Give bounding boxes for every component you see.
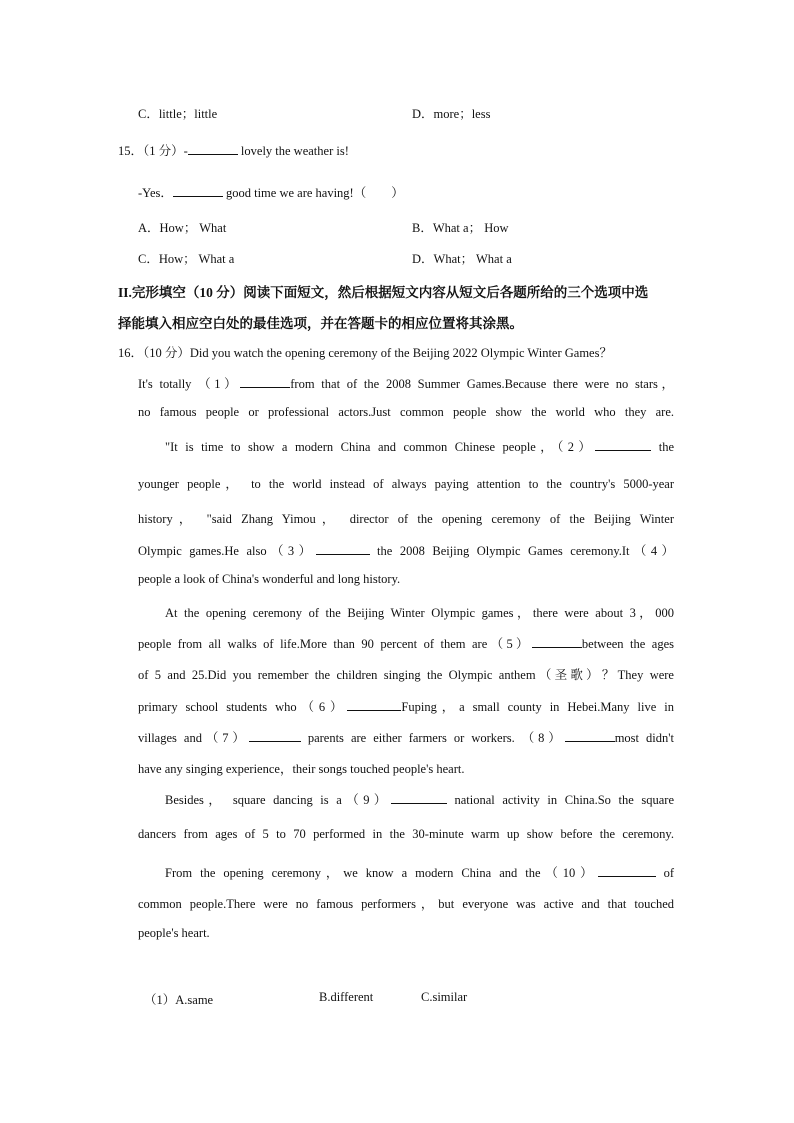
p5-line2: common people.There were no famous performers，but everyone was active and that touched [138, 897, 674, 911]
section-heading-line1: II.完形填空（10 分）阅读下面短文，然后根据短文内容从短文后各题所给的三个选项中选 [118, 285, 649, 300]
q16-1-option-b: B.different [319, 990, 374, 1004]
q16-line1: 16．（10 分）Did you watch the opening ceremony of the Beijing 2022 Olympic Winter Games？ [118, 346, 612, 360]
q16-text: parents are either farmers or workers. （8） [300, 731, 565, 745]
p2-line1 [165, 437, 674, 455]
answer-blank [532, 636, 582, 648]
answer-blank [347, 699, 401, 711]
q16-text: from that of the 2008 Summer Games.Because there were no stars， [290, 377, 674, 391]
q16-text: of [655, 866, 675, 880]
q16-line2 [138, 374, 674, 392]
q16-text: Olympic games.He also（3） [138, 544, 316, 558]
p3-line4 [138, 697, 674, 715]
q16-text: between the ages [581, 637, 674, 651]
q15-option-b: B．What a； How [412, 221, 509, 235]
q16-text: people from all walks of life.More than 90 percent of them are（5） [138, 637, 532, 651]
answer-blank [595, 439, 651, 451]
answer-blank [173, 185, 223, 197]
q15-option-a: A．How； What [138, 221, 227, 235]
p4-line1 [165, 790, 674, 808]
q16-text: Fuping，a small county in Hebei.Many live in [401, 700, 674, 714]
p2-line5: people a look of China's wonderful and long history. [138, 572, 401, 586]
answer-blank [391, 792, 447, 804]
p3-line2 [138, 634, 674, 652]
q16-text: most didn't [614, 731, 674, 745]
q16-text: Besides， square dancing is a（9） [165, 793, 391, 807]
p3-line1: At the opening ceremony of the Beijing Winter Olympic games，there were about 3，000 [165, 606, 674, 620]
q16-text: It's totally （1） [138, 377, 241, 391]
q15-number: 15．（1 分）- [118, 144, 188, 158]
q15-option-d: D．What； What a [412, 252, 512, 266]
q15-line2-prefix: -Yes． [138, 186, 173, 200]
q14-option-d: D．more；less [412, 107, 491, 121]
p5-line3: people's heart. [138, 926, 210, 940]
answer-blank [598, 865, 656, 877]
q16-text: the 2008 Beijing Olympic Games ceremony.It（4） [369, 544, 675, 558]
p2-line2: younger people， to the world instead of always paying attention to the country's 5000-year [138, 477, 674, 491]
p3-line5 [138, 728, 674, 746]
p4-line2: dancers from ages of 5 to 70 performed in the 30-minute warm up show before the ceremony. [138, 827, 674, 841]
p5-line1 [165, 863, 674, 881]
q15-line2-text: good time we are having!（ ） [222, 186, 404, 200]
answer-blank [316, 543, 370, 555]
p2-line4 [138, 541, 674, 559]
q14-option-c: C．little；little [138, 107, 218, 121]
answer-blank [565, 730, 615, 742]
q16-text: villages and（7） [138, 731, 249, 745]
q16-text: From the opening ceremony，we know a modern China and the（10） [165, 866, 598, 880]
answer-blank [240, 376, 290, 388]
p2-line3: history， "said Zhang Yimou， director of the opening ceremony of the Beijing Winter [138, 512, 674, 526]
q15-text: lovely the weather is! [237, 144, 349, 158]
q16-line3: no famous people or professional actors.Just common people show the world who they are. [138, 405, 674, 419]
q16-text: national activity in China.So the square [446, 793, 674, 807]
q15-stem-line2 [138, 183, 404, 201]
answer-blank [188, 143, 238, 155]
p3-line6: have any singing experience，their songs touched people's heart. [138, 762, 465, 776]
q15-stem [118, 141, 349, 159]
q15-option-c: C．How； What a [138, 252, 235, 266]
q16-text: the [651, 440, 674, 454]
p3-line3: of 5 and 25.Did you remember the children singing the Olympic anthem（圣歌）？They were [138, 668, 674, 682]
q16-1-option-c: C.similar [421, 990, 468, 1004]
q16-text: primary school students who（6） [138, 700, 348, 714]
q16-text: "It is time to show a modern China and common Chinese people，（2） [165, 440, 596, 454]
answer-blank [249, 730, 301, 742]
q16-1-option-a: （1）A.same [144, 993, 214, 1007]
section-heading-line2: 择能填入相应空白处的最佳选项，并在答题卡的相应位置将其涂黑。 [118, 316, 523, 331]
